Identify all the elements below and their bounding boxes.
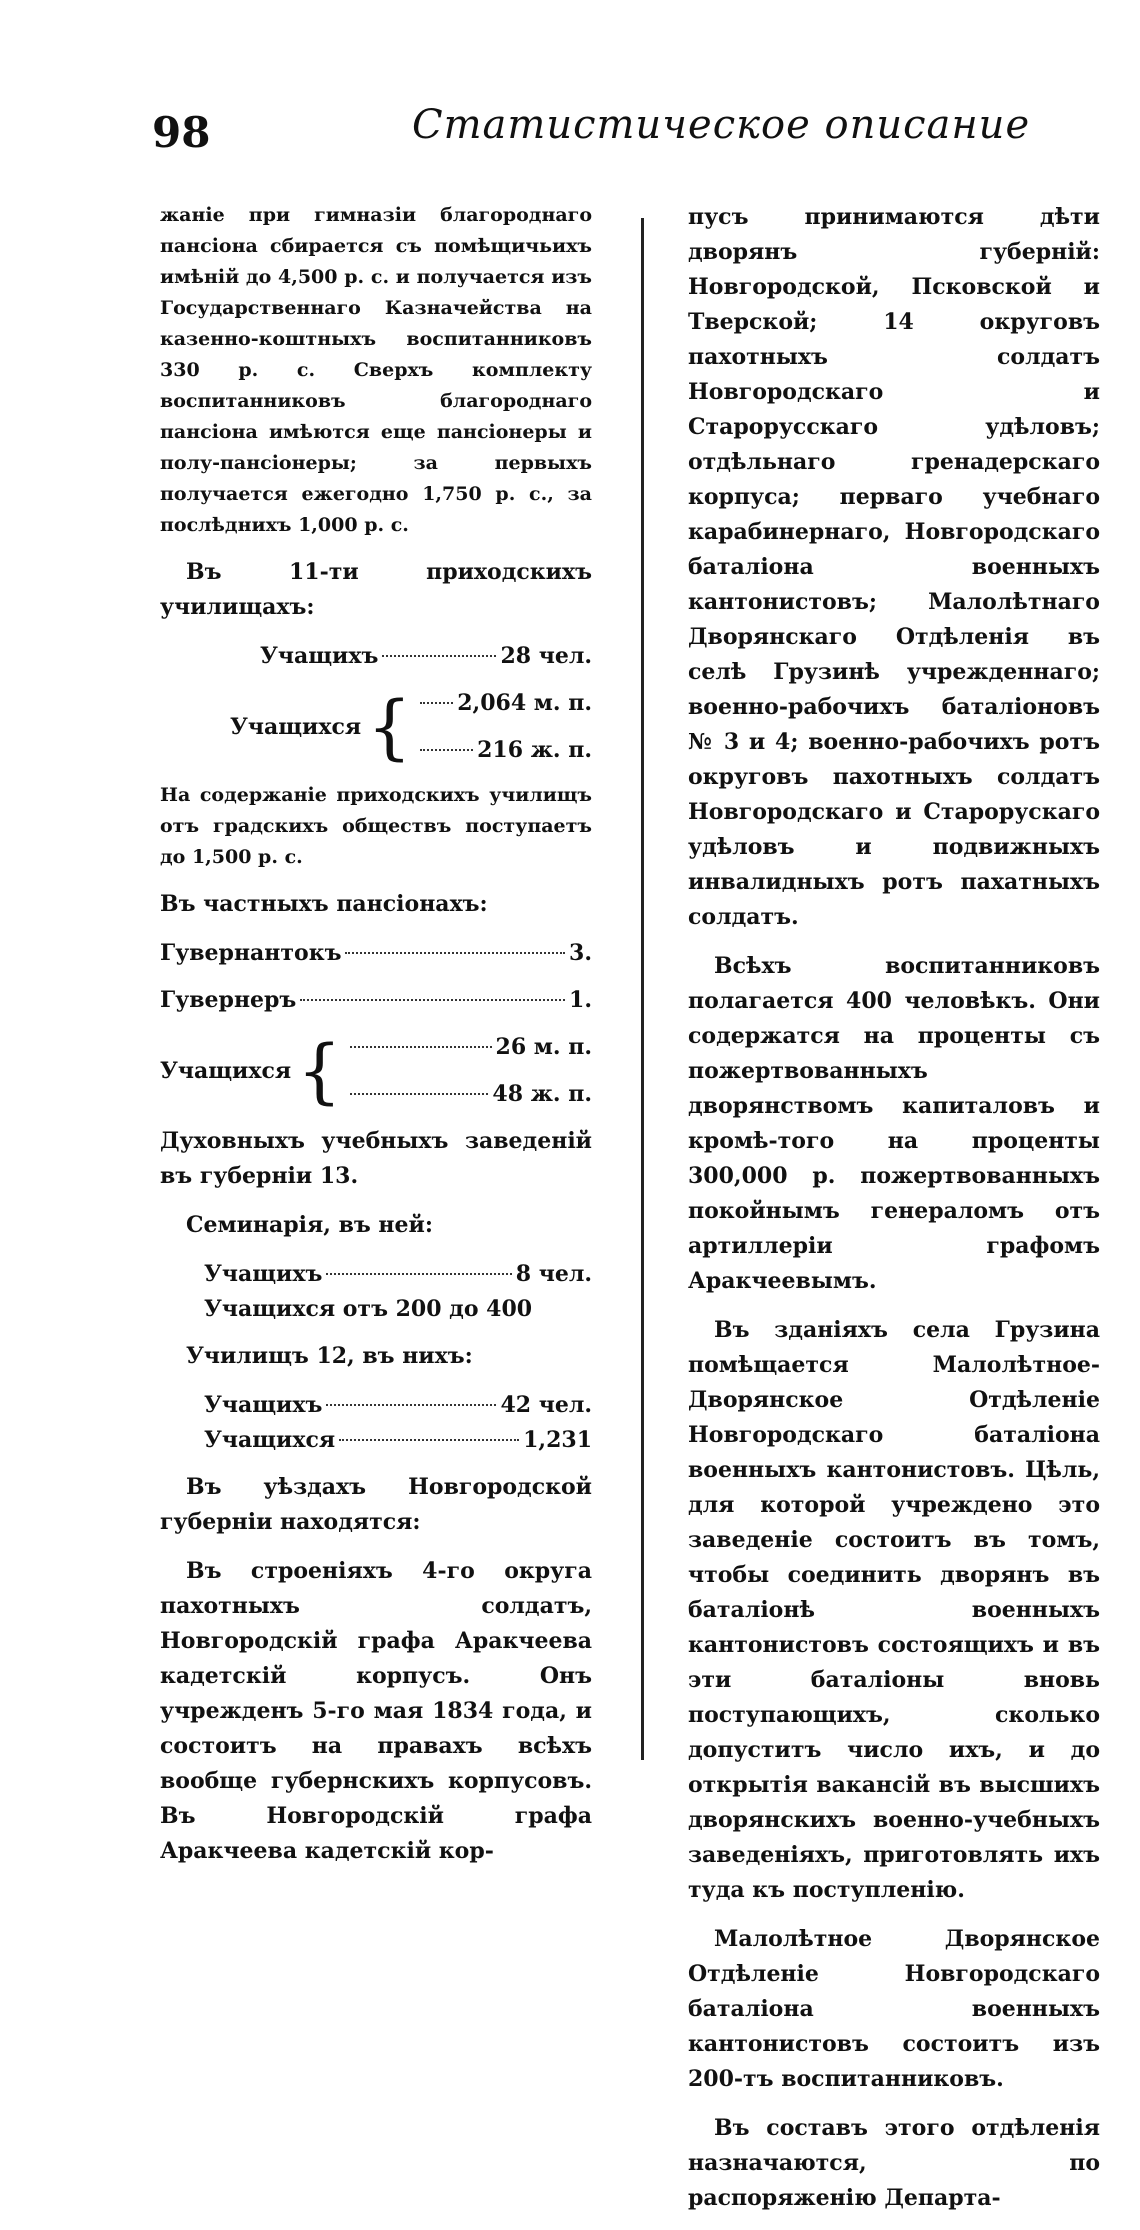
right-column xyxy=(688,200,1100,2230)
stat-row: Учащихъ 8 чел. xyxy=(204,1261,592,1287)
paragraph: Всѣхъ воспитанниковъ полагается 400 человѣкъ. Они содержатся на проценты съ пожертвованныхъ дворянствомъ капиталовъ и кромѣ-того на проценты 300,000 р. пожертвованныхъ покойнымъ генераломъ отъ артиллеріи графомъ Аракчеевымъ. xyxy=(688,953,1100,1294)
paragraph: Малолѣтное Дворянское Отдѣленіе Новгородскаго баталіона военныхъ кантонистовъ состоитъ изъ 200-тъ воспитанниковъ. xyxy=(688,1926,1100,2092)
page-number: 98 xyxy=(152,108,211,157)
paragraph: Въ строеніяхъ 4-го округа пахотныхъ солдатъ, Новгородскій графа Аракчеева кадетскій корпусъ. Онъ учрежденъ 5-го мая 1834 года, и состоитъ на правахъ всѣхъ вообще губернскихъ корпусовъ. Въ Новгородскій графа Аракчеева кадетскій кор- xyxy=(160,1558,592,1864)
stat-row: Учащихъ 42 чел. xyxy=(204,1392,592,1418)
stat-row: Учащихъ 28 чел. xyxy=(260,643,592,669)
stat-row: Гувернеръ 1. xyxy=(160,987,592,1013)
stat-row: Учащихся 1,231 xyxy=(204,1427,592,1453)
paragraph: На содержаніе приходскихъ училищъ отъ градскихъ обществъ поступаетъ до 1,500 р. с. xyxy=(160,784,592,868)
stat-brace-group: Учащихся { 26 м. п. 48 ж. п. xyxy=(160,1030,592,1112)
paragraph: Училищъ 12, въ нихъ: xyxy=(186,1343,473,1369)
left-column xyxy=(160,200,592,1883)
paragraph: Духовныхъ учебныхъ заведеній въ губерніи 13. xyxy=(160,1128,592,1189)
paragraph: жаніе при гимназіи благороднаго пансіона сбирается съ помѣщичьихъ имѣній до 4,500 р. с. и получается изъ Государственнаго Казначейства на казенно-коштныхъ воспитанниковъ 330 р. с. Сверхъ комплекту воспитанниковъ благороднаго пансіона имѣются еще пансіонеры и полу-пансіонеры; за первыхъ получается ежегодно 1,750 р. с., за послѣднихъ 1,000 р. с. xyxy=(160,204,592,536)
paragraph: Въ зданіяхъ села Грузина помѣщается Малолѣтное-Дворянское Отдѣленіе Новгородскаго баталіона военныхъ кантонистовъ. Цѣль, для которой учреждено это заведеніе состоитъ въ томъ, чтобы соединить дворянъ въ баталіонѣ военныхъ кантонистовъ состоящихъ и въ эти баталіоны вновь поступающихъ, сколько допуститъ число ихъ, и до открытія вакансій въ высшихъ дворянскихъ военно-учебныхъ заведеніяхъ, приготовлять ихъ туда къ поступленію. xyxy=(688,1317,1100,1903)
brace-icon: { xyxy=(297,1030,342,1112)
paragraph: Семинарія, въ ней: xyxy=(186,1212,433,1238)
column-divider xyxy=(641,218,644,1760)
stat-row: Учащихся отъ 200 до 400 xyxy=(204,1296,533,1322)
paragraph: Въ уѣздахъ Новгородской губерніи находятся: xyxy=(160,1474,592,1535)
paragraph: Въ 11-ти приходскихъ училищахъ: xyxy=(160,559,592,620)
stat-brace-group: Учащихся { 2,064 м. п. 216 ж. п. xyxy=(230,686,592,768)
paragraph: Въ составъ этого отдѣленія назначаются, по распоряженію Департа- xyxy=(688,2115,1100,2211)
paragraph: пусъ принимаются дѣти дворянъ губерній: Новгородской, Псковской и Тверской; 14 округовъ пахотныхъ солдатъ Новгородскаго и Старорусскаго удѣловъ; отдѣльнаго гренадерскаго корпуса; перваго учебнаго карабинернаго, Новгородскаго баталіона военныхъ кантонистовъ; Малолѣтнаго Дворянскаго Отдѣленія въ селѣ Грузинѣ учрежденнаго; военно-рабочихъ баталіоновъ № 3 и 4; военно-рабочихъ ротъ округовъ пахотныхъ солдатъ Новгородскаго и Старорускаго удѣловъ и подвижныхъ инвалидныхъ ротъ пахатныхъ солдатъ. xyxy=(688,204,1100,930)
paragraph: Въ частныхъ пансіонахъ: xyxy=(160,891,488,917)
brace-icon: { xyxy=(367,686,412,768)
stat-row: Гувернантокъ 3. xyxy=(160,940,592,966)
running-title: Статистическое описание xyxy=(412,102,1031,148)
